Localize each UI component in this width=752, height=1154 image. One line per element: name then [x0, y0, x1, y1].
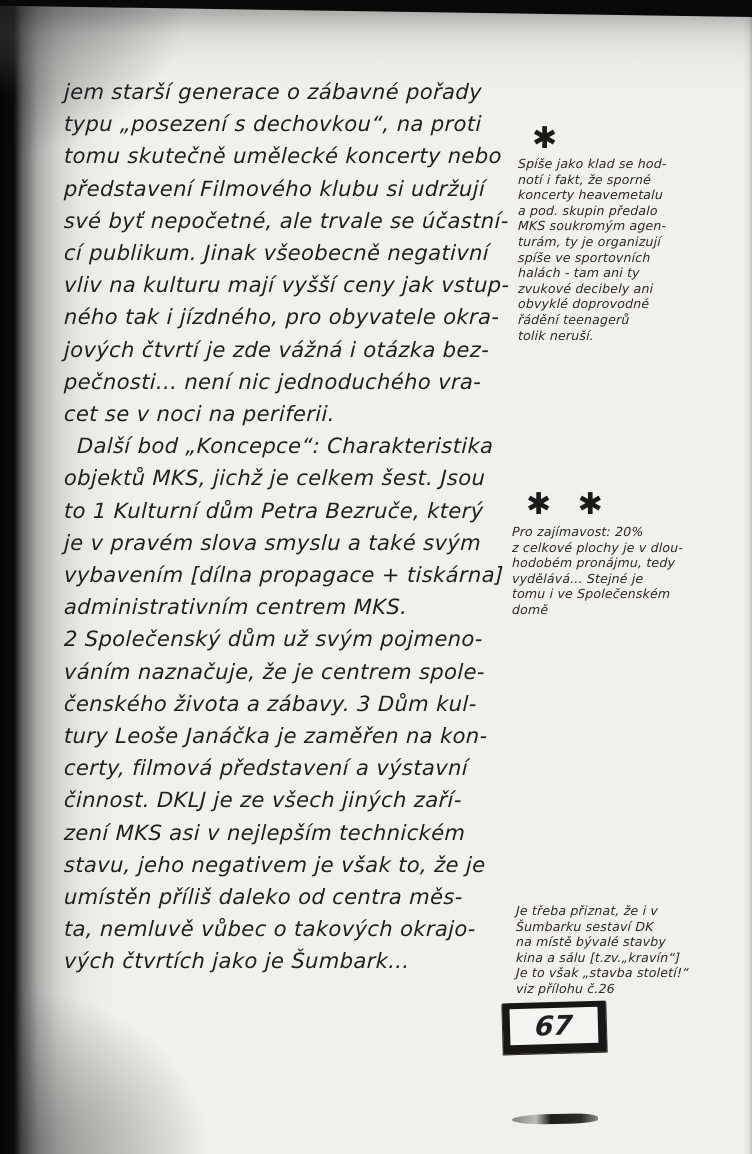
margin-note-text — [518, 156, 746, 343]
text-line: certy, filmová představení a výstavní — [63, 756, 469, 781]
note-line: Šumbarku sestaví DK — [515, 918, 654, 934]
margin-note-1 — [517, 121, 746, 343]
asterisk-marker: ✱ — [532, 121, 566, 156]
note-line: spíše ve sportovních — [517, 249, 651, 265]
note-line: Pro zajímavost: 20% — [511, 524, 644, 539]
text-line: ného tak i jízdného, pro obyvatele okra- — [63, 305, 500, 330]
margin-note-text — [512, 524, 744, 618]
note-line: zvukové decibely ani — [517, 280, 654, 296]
text-line: zení MKS asi v nejlepším technickém — [63, 820, 466, 845]
text-line: představení Filmového klubu si udržují — [63, 176, 486, 201]
note-line: tomu i ve Společenském — [511, 586, 671, 602]
note-line: tolik neruší. — [517, 327, 595, 343]
text-line: 2 Společenský dům už svým pojmeno- — [63, 627, 484, 652]
page-number: 67 — [533, 1009, 574, 1043]
text-line: umístěn příliš daleko od centra měs- — [63, 885, 464, 910]
note-line: viz přílohu č.26 — [515, 980, 616, 996]
page-number-box — [502, 1001, 606, 1055]
text-line: to 1 Kulturní dům Petra Bezruče, který — [63, 498, 485, 523]
text-line: cí publikum. Jinak všeobecně negativní — [63, 241, 490, 266]
margin-note-3 — [516, 903, 748, 997]
ink-smudge — [512, 1113, 598, 1125]
text-line: tomu skutečně umělecké koncerty nebo — [63, 144, 503, 169]
text-line: administrativním centrem MKS. — [63, 595, 408, 620]
note-line: domě — [511, 601, 549, 617]
text-line: Další bod „Koncepce“: Charakteristika — [76, 434, 494, 459]
note-line: z celkové plochy je v dlou- — [511, 539, 684, 555]
text-line: typu „posezení s dechovkou“, na proti — [63, 112, 483, 137]
note-line: halách - tam ani ty — [517, 265, 641, 281]
double-asterisk-marker: ✱ ✱ — [526, 487, 611, 522]
text-line: jem starší generace o zábavné pořady — [63, 80, 483, 104]
text-line: je v pravém slova smyslu a také svým — [63, 530, 482, 555]
note-line: Je to však „stavba století!“ — [515, 965, 690, 981]
note-line: kina a sálu [t.zv.„kravín“] — [515, 949, 681, 965]
text-line: cet se v noci na periferii. — [63, 402, 336, 427]
note-line: koncerty heavemetalu — [517, 187, 664, 203]
note-line: MKS soukromým agen- — [517, 218, 667, 234]
note-line: řádění teenagerů — [517, 311, 630, 327]
text-line: vých čtvrtích jako je Šumbark... — [63, 949, 410, 974]
note-line: Je třeba přiznat, že i v — [515, 903, 659, 918]
margin-note-text — [516, 903, 748, 997]
note-line: notí i fakt, že sporné — [517, 171, 652, 187]
text-line: své byť nepočetné, ale trvale se účastní- — [63, 208, 510, 233]
scan-top-edge — [0, 0, 752, 17]
note-line: a pod. skupin předalo — [517, 202, 659, 218]
main-handwritten-text — [64, 76, 534, 978]
note-line: na místě bývalé stavby — [515, 934, 667, 950]
text-line: tury Leoše Janáčka je zaměřen na kon- — [63, 724, 488, 749]
note-line: turám, ty je organizují — [517, 233, 662, 249]
margin-note-2 — [511, 487, 744, 618]
text-line: jových čtvrtí je zde vážná i otázka bez- — [63, 337, 490, 362]
note-line: Spíše jako klad se hod- — [517, 156, 667, 171]
text-line: činnost. DKLJ je ze všech jiných zaří- — [63, 788, 463, 813]
text-line: ta, nemluvě vůbec o takových okrajo- — [63, 917, 477, 942]
note-line: obvyklé doprovodné — [517, 296, 650, 312]
text-line: váním naznačuje, že je centrem spole- — [63, 659, 486, 684]
text-line: stavu, jeho negativem je však to, že je — [63, 852, 487, 877]
text-line: čenského života a zábavy. 3 Dům kul- — [63, 691, 478, 716]
text-line: vybavením [dílna propagace + tiskárna] — [63, 563, 505, 588]
text-line: pečnosti... není nic jednoduchého vra- — [63, 369, 482, 394]
note-line: vydělává... Stejné je — [511, 570, 644, 586]
note-line: hodobém pronájmu, tedy — [511, 555, 676, 571]
text-line: vliv na kulturu mají vyšší ceny jak vstup- — [63, 273, 510, 298]
text-line: objektů MKS, jichž je celkem šest. Jsou — [63, 466, 486, 491]
